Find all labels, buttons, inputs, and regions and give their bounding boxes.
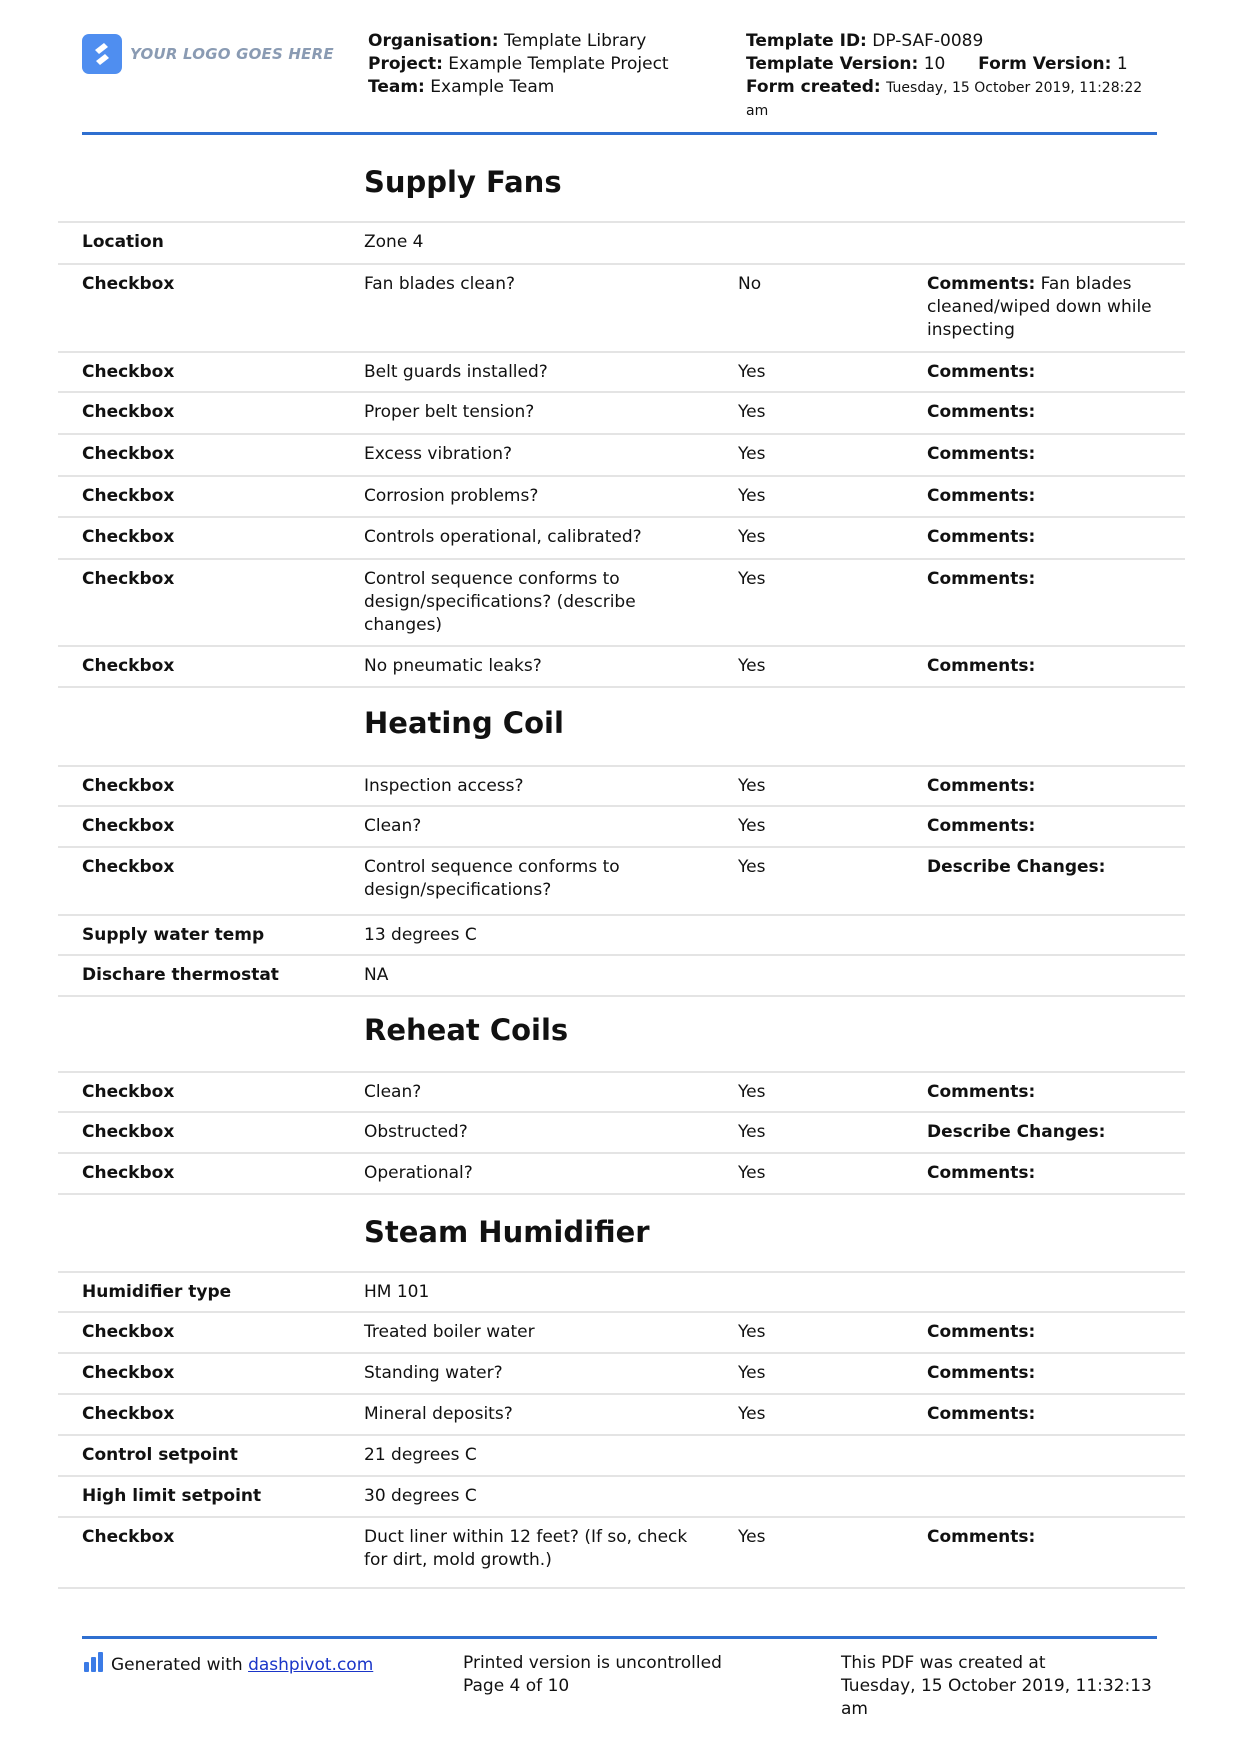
- table-row: [58, 558, 1185, 646]
- table-row: [58, 475, 1185, 517]
- describe-changes-label: Describe Changes:: [927, 1122, 1106, 1142]
- comments-label: Comments:: [927, 1322, 1036, 1342]
- comments-label: Comments:: [927, 1404, 1036, 1424]
- row-label: Checkbox: [82, 486, 175, 506]
- row-divider: [58, 1587, 1185, 1589]
- logo-text: YOUR LOGO GOES HERE: [130, 45, 334, 63]
- row-value: NA: [364, 965, 389, 985]
- row-answer: Yes: [738, 1404, 766, 1424]
- header-template-info: [746, 30, 1166, 123]
- row-value: 21 degrees C: [364, 1445, 477, 1465]
- pdf-created-date-cont: am: [841, 1699, 868, 1719]
- row-answer: Yes: [738, 444, 766, 464]
- row-label: Checkbox: [82, 274, 175, 294]
- section-title-reheat-coils: Reheat Coils: [364, 1013, 569, 1047]
- team-label: Team:: [368, 77, 425, 97]
- row-question: Proper belt tension?: [364, 402, 535, 422]
- row-question: Standing water?: [364, 1363, 503, 1383]
- team-value: Example Team: [430, 77, 555, 97]
- table-row: [58, 1071, 1185, 1111]
- row-answer: Yes: [738, 656, 766, 676]
- table-row: [58, 846, 1185, 914]
- template-id-value: DP-SAF-0089: [872, 31, 984, 51]
- comments-label: Comments:: [927, 1163, 1036, 1183]
- row-answer: Yes: [738, 776, 766, 796]
- comments-label: Comments:: [927, 1527, 1036, 1547]
- row-divider: [58, 995, 1185, 997]
- table-row: [58, 1311, 1185, 1353]
- row-answer: Yes: [738, 362, 766, 382]
- template-id-line: [746, 30, 1166, 53]
- row-divider: [58, 686, 1185, 688]
- table-row: [58, 1516, 1185, 1588]
- table-row: [58, 1434, 1185, 1476]
- row-answer: Yes: [738, 816, 766, 836]
- form-version-label: Form Version:: [978, 54, 1112, 74]
- row-answer: Yes: [738, 402, 766, 422]
- header-divider: [82, 132, 1157, 135]
- row-label: Checkbox: [82, 816, 175, 836]
- row-answer: No: [738, 274, 762, 294]
- table-row: [58, 1393, 1185, 1435]
- row-value: 30 degrees C: [364, 1486, 477, 1506]
- template-id-label: Template ID:: [746, 31, 867, 51]
- row-value: 13 degrees C: [364, 925, 477, 945]
- row-question: Clean?: [364, 1082, 422, 1102]
- table-row: [58, 1271, 1185, 1311]
- row-label: Checkbox: [82, 569, 175, 589]
- comments-label: Comments:: [927, 816, 1036, 836]
- row-question: Mineral deposits?: [364, 1404, 513, 1424]
- row-answer: Yes: [738, 1322, 766, 1342]
- row-label: Checkbox: [82, 362, 175, 382]
- row-question: Corrosion problems?: [364, 486, 539, 506]
- row-label: Control setpoint: [82, 1445, 238, 1465]
- table-row: [58, 263, 1185, 351]
- table-row: [58, 516, 1185, 558]
- comments-label: Comments:: [927, 1082, 1036, 1102]
- row-question: Treated boiler water: [364, 1322, 535, 1342]
- row-question: Inspection access?: [364, 776, 524, 796]
- row-label: Supply water temp: [82, 925, 265, 945]
- header-org-info: [368, 30, 718, 99]
- row-value: Zone 4: [364, 232, 424, 252]
- table-row: [58, 914, 1185, 954]
- comments-label: Comments:: [927, 444, 1036, 464]
- table-row: [58, 954, 1185, 996]
- row-question: Operational?: [364, 1163, 473, 1183]
- project-label: Project:: [368, 54, 443, 74]
- row-question: No pneumatic leaks?: [364, 656, 542, 676]
- comments-label: Comments:: [927, 402, 1036, 422]
- comments-label: Comments:: [927, 362, 1036, 382]
- row-question: Clean?: [364, 816, 422, 836]
- row-label: Checkbox: [82, 1322, 175, 1342]
- table-row: [58, 1152, 1185, 1194]
- dashpivot-link[interactable]: dashpivot.com: [248, 1655, 374, 1675]
- comments-label: Comments:: [927, 527, 1036, 547]
- row-question: Duct liner within 12 feet? (If so, check for dirt, mold growth.): [364, 1527, 688, 1570]
- form-created-label: Form created:: [746, 77, 881, 97]
- row-label: Checkbox: [82, 1404, 175, 1424]
- row-label: Checkbox: [82, 402, 175, 422]
- footer-divider: [82, 1636, 1157, 1639]
- version-line: [746, 53, 1166, 76]
- row-label: High limit setpoint: [82, 1486, 262, 1506]
- row-question: Belt guards installed?: [364, 362, 548, 382]
- logo-icon: [82, 34, 122, 74]
- row-answer: Yes: [738, 527, 766, 547]
- row-question: Excess vibration?: [364, 444, 512, 464]
- dashpivot-bars-icon: [84, 1652, 103, 1672]
- generated-text: Generated with: [111, 1655, 249, 1675]
- project-line: [368, 53, 718, 76]
- template-version-label: Template Version:: [746, 54, 919, 74]
- section-title-heating-coil: Heating Coil: [364, 706, 564, 740]
- footer-created-info: [841, 1652, 1152, 1721]
- comments-label: Comments:: [927, 656, 1036, 676]
- team-line: [368, 76, 718, 99]
- row-answer: Yes: [738, 1122, 766, 1142]
- row-answer: Yes: [738, 1163, 766, 1183]
- row-answer: Yes: [738, 1082, 766, 1102]
- organisation-value: Template Library: [503, 31, 647, 51]
- comments-label: Comments:: [927, 569, 1036, 589]
- table-row: [58, 645, 1185, 687]
- row-label: Checkbox: [82, 527, 175, 547]
- row-label: Checkbox: [82, 1163, 175, 1183]
- table-row: [58, 1352, 1185, 1394]
- comments-label: Comments:: [927, 274, 1036, 294]
- section-title-steam-humidifier: Steam Humidifier: [364, 1215, 650, 1249]
- row-label: Checkbox: [82, 857, 175, 877]
- company-logo: [82, 34, 334, 74]
- row-question: Obstructed?: [364, 1122, 468, 1142]
- page-number: Page 4 of 10: [463, 1676, 570, 1696]
- comments-label: Comments:: [927, 776, 1036, 796]
- row-answer: Yes: [738, 486, 766, 506]
- row-label: Checkbox: [82, 656, 175, 676]
- row-label: Checkbox: [82, 1527, 175, 1547]
- describe-changes-label: Describe Changes:: [927, 857, 1106, 877]
- table-row: [58, 1475, 1185, 1517]
- table-row: [58, 351, 1185, 391]
- uncontrolled-notice: Printed version is uncontrolled: [463, 1653, 722, 1673]
- row-answer: Yes: [738, 569, 766, 589]
- comments-label: Comments:: [927, 1363, 1036, 1383]
- row-label: Checkbox: [82, 1082, 175, 1102]
- table-row: [58, 805, 1185, 847]
- comments-label: Comments:: [927, 486, 1036, 506]
- row-question: Control sequence conforms to design/specifications? (describe changes): [364, 569, 636, 635]
- comments-text: Fan blades cleaned/wiped down while inspecting: [927, 274, 1152, 340]
- form-version-value: 1: [1116, 54, 1128, 74]
- row-value: HM 101: [364, 1282, 430, 1302]
- organisation-line: [368, 30, 718, 53]
- row-label: Checkbox: [82, 1363, 175, 1383]
- row-question: Control sequence conforms to design/specifications?: [364, 857, 620, 900]
- form-created-value-cont: am: [746, 103, 769, 119]
- footer-print-info: [463, 1652, 722, 1698]
- document-header: [82, 30, 1162, 136]
- row-label: Checkbox: [82, 1122, 175, 1142]
- pdf-created-label: This PDF was created at: [841, 1653, 1046, 1673]
- row-answer: Yes: [738, 1527, 766, 1547]
- row-question: Controls operational, calibrated?: [364, 527, 642, 547]
- form-created-line: [746, 76, 1166, 100]
- row-comments: [927, 273, 1172, 342]
- organisation-label: Organisation:: [368, 31, 499, 51]
- pdf-created-date: Tuesday, 15 October 2019, 11:32:13: [841, 1676, 1152, 1696]
- form-created-value: Tuesday, 15 October 2019, 11:28:22: [886, 80, 1143, 96]
- section-title-supply-fans: Supply Fans: [364, 165, 562, 199]
- table-row: [58, 1111, 1185, 1153]
- row-divider: [58, 1193, 1185, 1195]
- project-value: Example Template Project: [448, 54, 669, 74]
- template-version-value: 10: [923, 54, 946, 74]
- footer-generated: [84, 1652, 373, 1677]
- table-row: [58, 765, 1185, 805]
- row-label: Humidifier type: [82, 1282, 232, 1302]
- row-question: Fan blades clean?: [364, 274, 515, 294]
- row-label: Checkbox: [82, 776, 175, 796]
- row-label: Checkbox: [82, 444, 175, 464]
- table-row: [58, 391, 1185, 433]
- table-row: [58, 221, 1185, 263]
- row-label: Location: [82, 232, 164, 252]
- row-label: Dischare thermostat: [82, 965, 279, 985]
- row-answer: Yes: [738, 857, 766, 877]
- row-answer: Yes: [738, 1363, 766, 1383]
- table-row: [58, 433, 1185, 475]
